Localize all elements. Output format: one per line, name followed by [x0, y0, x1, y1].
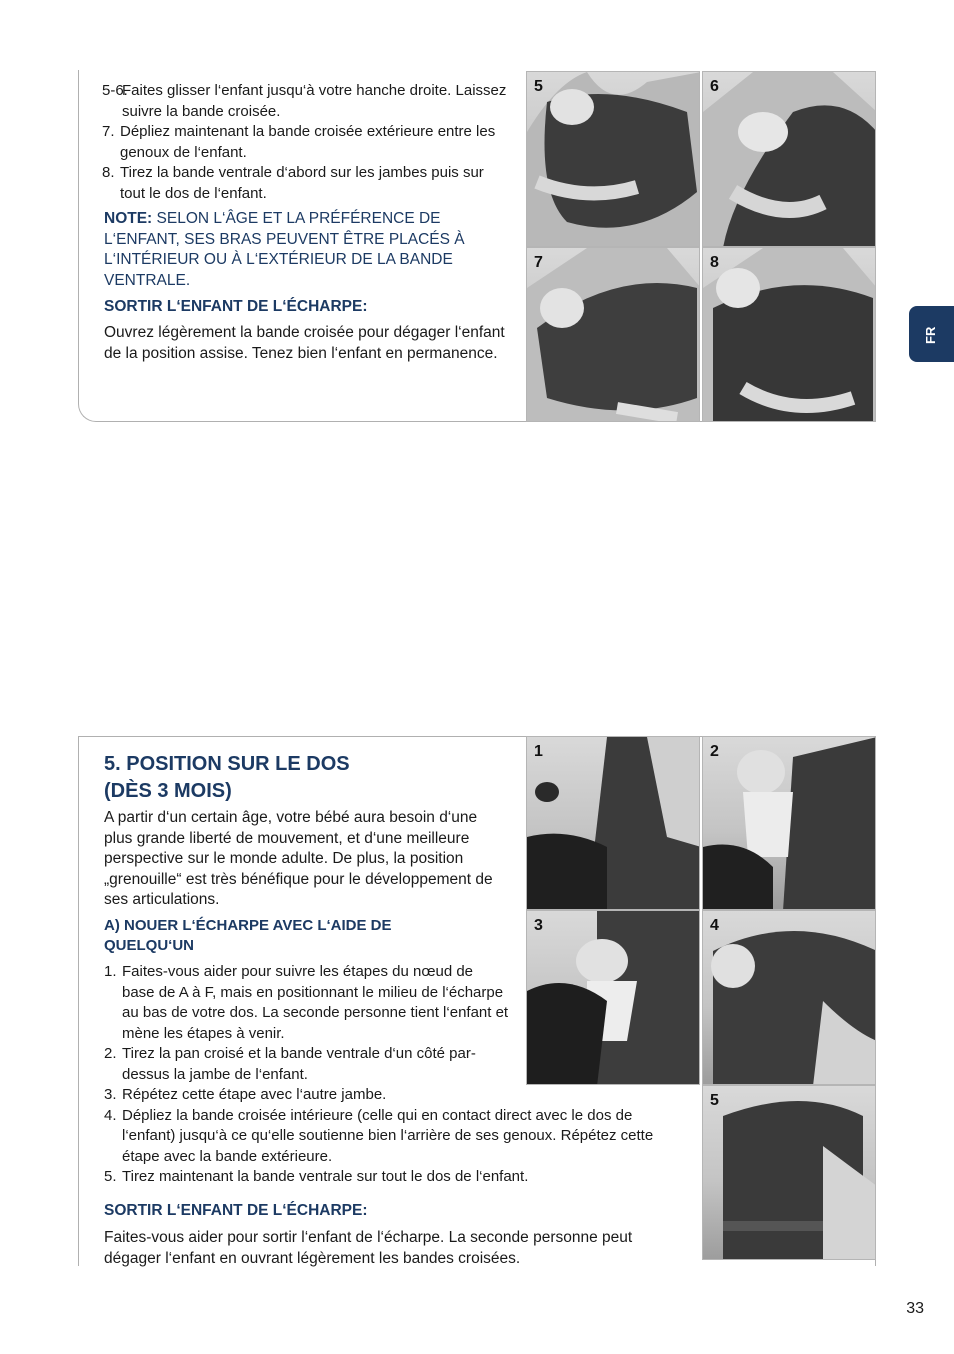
intro-paragraph: A partir d‘un certain âge, votre bébé aura besoin d‘une plus grande liberté de mouvement, et d‘une meilleure perspective sur le monde adulte. De plus, la position „grenouille“ est très bénéfique pour le développement de ses articulations. — [104, 809, 493, 908]
list-item: 4. Dépliez la bande croisée intérieure (celle qui en contact direct avec le dos de l‘enfant) jusqu‘à ce qu‘elle soutienne bien l‘arrière de ses genoux. Répétez cette étape avec la bande extérieure. — [104, 1106, 654, 1165]
list-item: 3. Répétez cette étape avec l‘autre jambe. — [104, 1086, 387, 1103]
photo-illustration — [703, 737, 876, 910]
photo-illustration — [703, 911, 876, 1085]
photo-step-5-back: 5 — [702, 1085, 876, 1260]
list-item: 8. Tirez la bande ventrale d‘abord sur les jambes puis sur tout le dos de l‘enfant. — [102, 164, 484, 202]
photo-illustration — [703, 248, 876, 422]
photo-illustration — [703, 72, 876, 247]
photo-illustration — [527, 737, 700, 910]
note-block: NOTE: SELON L‘ÂGE ET LA PRÉFÉRENCE DE L‘ENFANT, SES BRAS PEUVENT ÊTRE PLACÉS À L‘INTÉRIEUR OU À L‘EXTÉRIEUR DE LA BANDE VENTRALE. — [104, 210, 465, 289]
top-steps-list — [102, 81, 512, 204]
photo-step-4: 4 — [702, 910, 876, 1085]
photo-illustration — [527, 911, 700, 1085]
photo-illustration — [527, 72, 700, 247]
photo-step-2: 2 — [702, 736, 876, 910]
top-subheading: SORTIR L‘ENFANT DE L‘ÉCHARPE: — [104, 298, 368, 315]
page-number: 33 — [906, 1300, 924, 1317]
list-item: 5. Tirez maintenant la bande ventrale sur tout le dos de l‘enfant. — [104, 1168, 529, 1185]
list-item: 1. Faites-vous aider pour suivre les étapes du nœud de base de A à F, mais en positionnant le milieu de l‘écharpe au bas de votre dos. La seconde personne tient l‘enfant et mène les étapes à venir. — [104, 963, 509, 1042]
list-item: 5-6. Faites glisser l‘enfant jusqu‘à votre hanche droite. Laissez suivre la bande croisée. — [102, 82, 507, 120]
photo-illustration — [703, 1086, 876, 1260]
photo-step-6: 6 — [702, 71, 876, 247]
photo-step-1: 1 — [526, 736, 700, 910]
subheading-b: SORTIR L‘ENFANT DE L‘ÉCHARPE: — [104, 1202, 368, 1219]
section-heading: 5. POSITION SUR LE DOS (DÈS 3 MOIS) — [104, 753, 350, 802]
photo-step-8: 8 — [702, 247, 876, 422]
subheading-a: A) NOUER L‘ÉCHARPE AVEC L‘AIDE DE QUELQU‘UN — [104, 917, 392, 954]
photo-step-7: 7 — [526, 247, 700, 422]
bottom-steps-list-b — [104, 1085, 660, 1188]
photo-step-3: 3 — [526, 910, 700, 1085]
bottom-steps-list-a — [104, 962, 509, 1085]
language-tab: FR — [909, 306, 954, 362]
list-item: 7. Dépliez maintenant la bande croisée extérieure entre les genoux de l‘enfant. — [102, 123, 496, 161]
photo-illustration — [527, 248, 700, 422]
bottom-paragraph: Faites-vous aider pour sortir l‘enfant de l‘écharpe. La seconde personne peut dégager l‘enfant en ouvrant légèrement les bandes croisées. — [104, 1229, 633, 1267]
top-paragraph: Ouvrez légèrement la bande croisée pour dégager l‘enfant de la position assise. Tenez bien l‘enfant en permanence. — [104, 324, 505, 362]
photo-step-5: 5 — [526, 71, 700, 247]
list-item: 2. Tirez la pan croisé et la bande ventrale d‘un côté par-dessus la jambe de l‘enfant. — [104, 1045, 476, 1083]
